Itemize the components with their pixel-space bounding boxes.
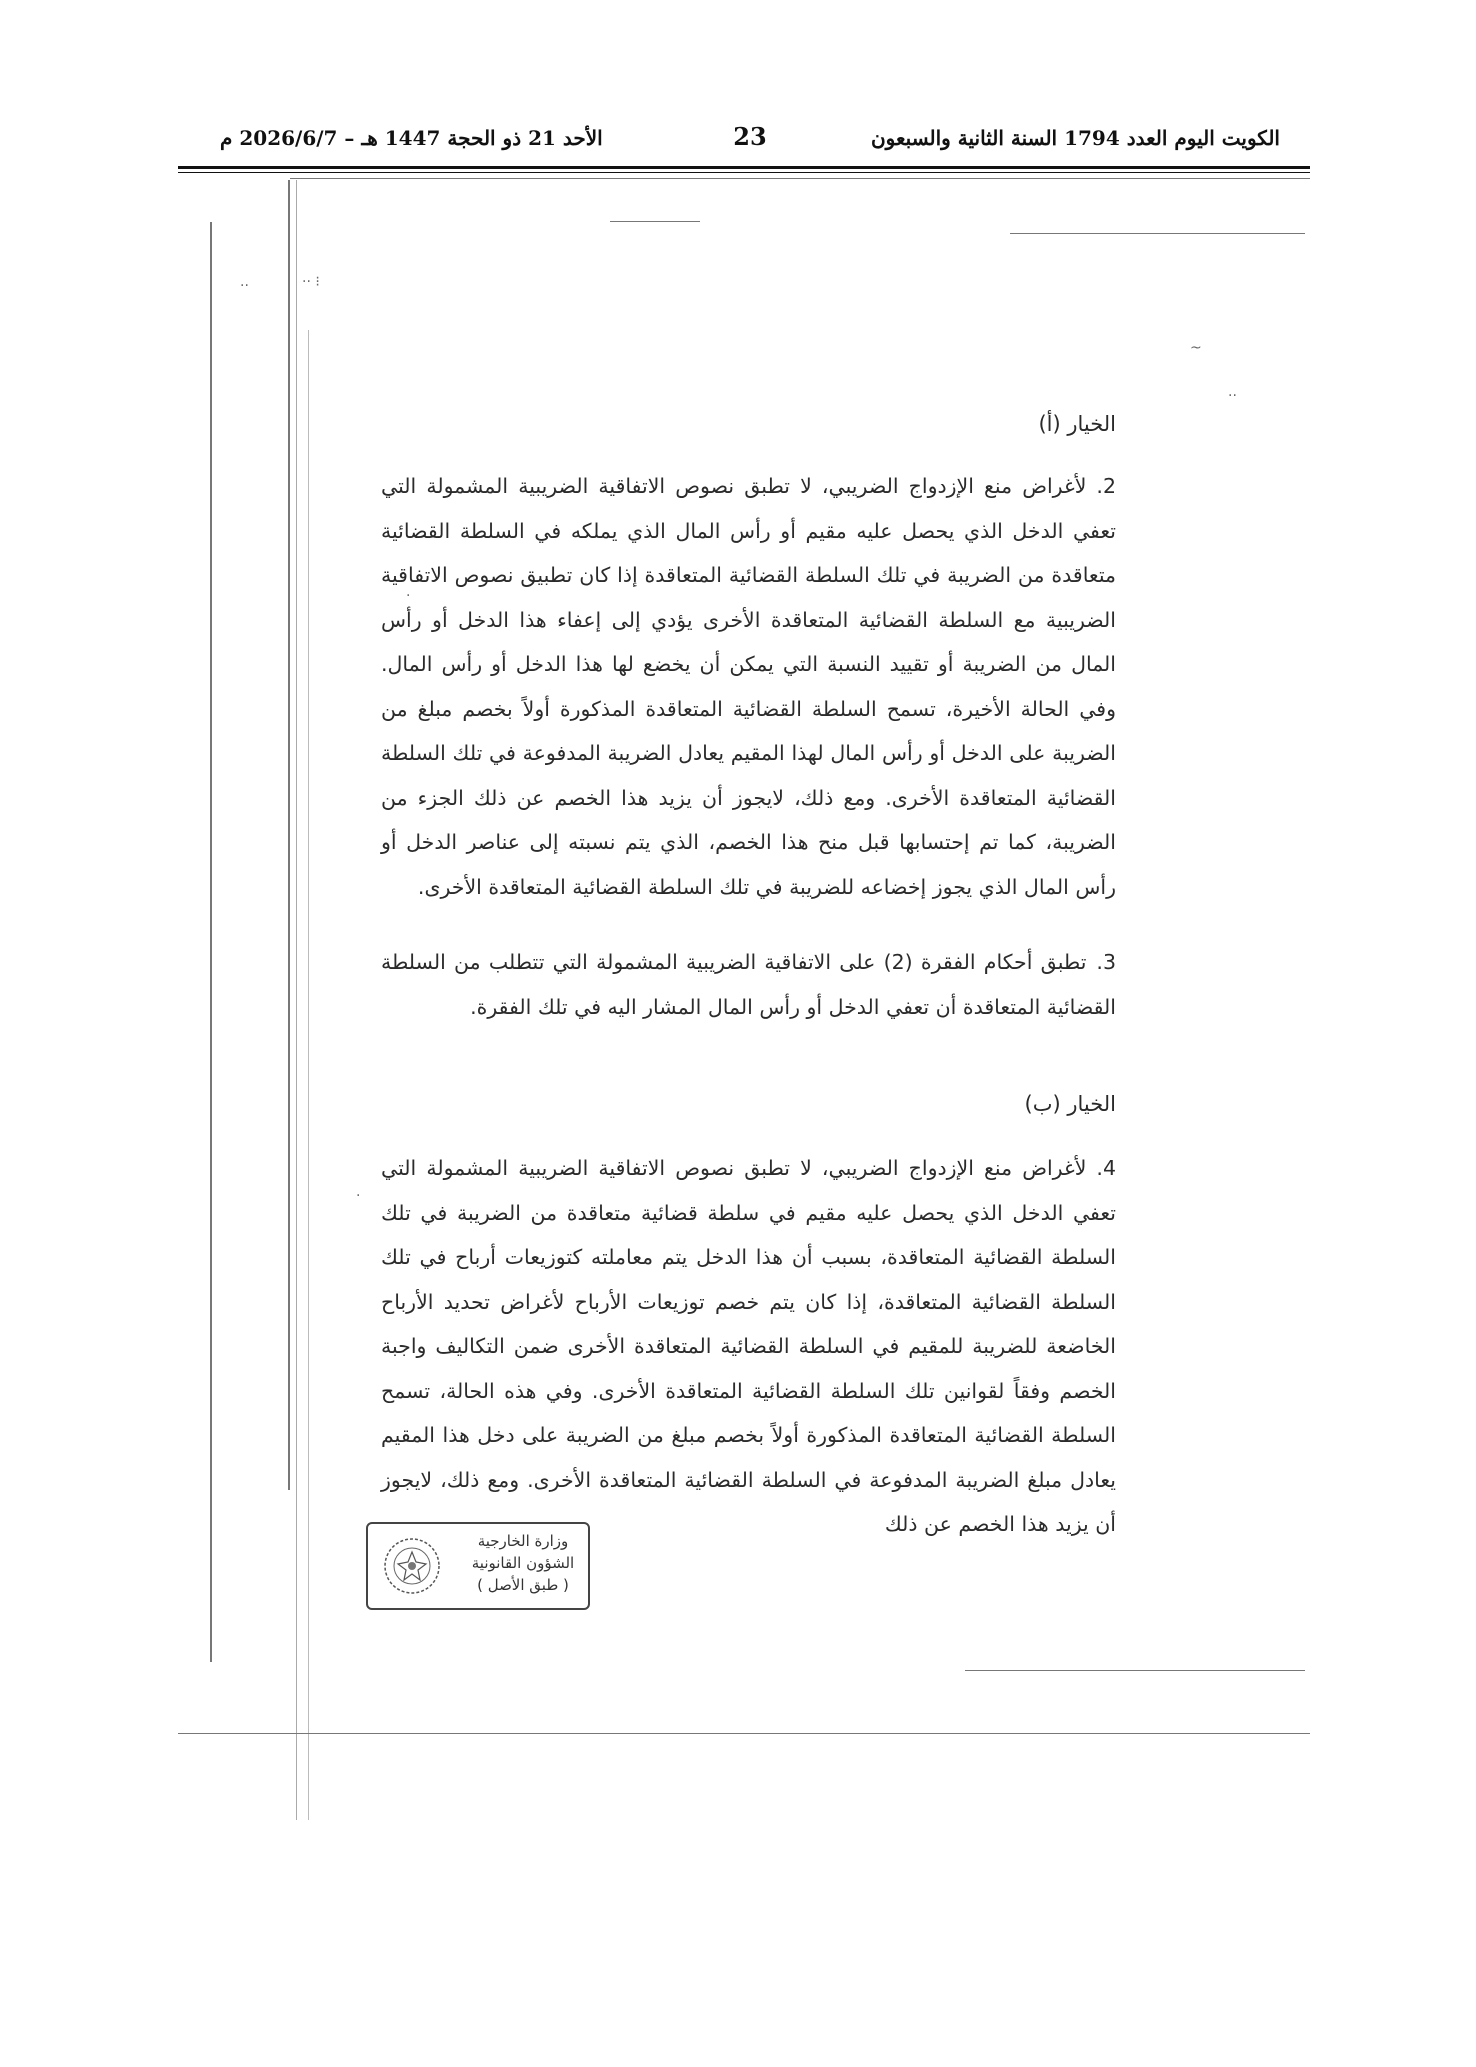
scan-bottom-right-line	[965, 1670, 1305, 1671]
scan-speck: ·	[406, 588, 411, 604]
clause-number: 2.	[1096, 474, 1116, 498]
scan-inner-margin-line-2	[296, 180, 297, 1820]
scan-speck: ·· ⁝	[302, 274, 320, 290]
scan-speck: ··	[1228, 388, 1237, 404]
page-number: 23	[733, 122, 767, 151]
clause-number: 3.	[1096, 950, 1116, 974]
option-b-heading: الخيار (ب)	[1024, 1092, 1116, 1116]
clause-text: تطبق أحكام الفقرة (2) على الاتفاقية الضريبية المشمولة التي تتطلب من السلطة القضائية المتعاقدة أن تعفي الدخل أو رأس المال المشار اليه في تلك الفقرة.	[381, 950, 1116, 1019]
stamp-line-true-copy: ( طبق الأصل )	[477, 1576, 569, 1594]
scan-top-short-line	[610, 221, 700, 222]
stamp-line-ministry: وزارة الخارجية	[477, 1532, 569, 1550]
emblem-seal-icon	[382, 1536, 442, 1596]
scan-speck: ·	[356, 1188, 361, 1204]
scan-speck: ~	[1190, 340, 1202, 356]
scan-bottom-line	[178, 1733, 1310, 1734]
clause-4	[381, 1146, 1116, 1547]
scan-top-right-line	[1010, 233, 1305, 234]
clause-text: لأغراض منع الإزدواج الضريبي، لا تطبق نصوص الاتفاقية الضريبية المشمولة التي تعفي الدخل الذي يحصل عليه مقيم أو رأس المال الذي يملكه في السلطة القضائية متعاقدة من الضريبة في تلك السلطة القضائية المتعاقدة إذا كان تطبيق نصوص الاتفاقية الضريبية مع السلطة القضائية المتعاقدة الأخرى يؤدي إلى إعفاء هذا الدخل أو رأس المال من الضريبة أو تقييد النسبة التي يمكن أن يخضع لها هذا الدخل أو رأس المال. وفي الحالة الأخيرة، تسمح السلطة القضائية المتعاقدة المذكورة أولاً بخصم مبلغ من الضريبة على الدخل أو رأس المال لهذا المقيم يعادل الضريبة المدفوعة في تلك السلطة القضائية المتعاقدة الأخرى. ومع ذلك، لايجوز أن يزيد هذا الخصم عن ذلك الجزء من الضريبة، كما تم إحتسابها قبل منح هذا الخصم، الذي يتم نسبته إلى عناصر الدخل أو رأس المال الذي يجوز إخضاعه للضريبة في تلك السلطة القضائية المتعاقدة الأخرى.	[381, 474, 1116, 899]
clause-text: لأغراض منع الإزدواج الضريبي، لا تطبق نصوص الاتفاقية الضريبية المشمولة التي تعفي الدخل الذي يحصل عليه مقيم في سلطة قضائية متعاقدة من الضريبة في تلك السلطة القضائية المتعاقدة، بسبب أن هذا الدخل يتم معاملته كتوزيعات أرباح في تلك السلطة القضائية المتعاقدة، إذا كان يتم خصم توزيعات الأرباح لأغراض تحديد الأرباح الخاضعة للضريبة للمقيم في السلطة القضائية المتعاقدة الأخرى ضمن التكاليف واجبة الخصم وفقاً لقوانين تلك السلطة القضائية المتعاقدة الأخرى. وفي هذه الحالة، تسمح السلطة القضائية المتعاقدة المذكورة أولاً بخصم مبلغ من الضريبة على دخل هذا المقيم يعادل مبلغ الضريبة المدفوعة في السلطة القضائية المتعاقدة الأخرى. ومع ذلك، لايجوز أن يزيد هذا الخصم عن ذلك	[381, 1156, 1116, 1536]
page-header	[220, 118, 1280, 158]
date-info: الأحد 21 ذو الحجة 1447 هـ – 2026/6/7 م	[220, 126, 603, 150]
clause-2	[381, 464, 1116, 909]
scan-left-margin-line	[210, 222, 212, 1662]
clause-number: 4.	[1096, 1156, 1116, 1180]
scan-inner-margin-line-3	[308, 330, 309, 1820]
clause-3	[381, 940, 1116, 1029]
issue-info: الكويت اليوم العدد 1794 السنة الثانية والسبعون	[870, 126, 1280, 150]
certification-stamp	[366, 1522, 590, 1610]
scan-top-line	[290, 178, 1310, 179]
stamp-line-department: الشؤون القانونية	[471, 1554, 575, 1572]
header-rule-thin	[178, 172, 1310, 173]
scan-inner-margin-line	[288, 180, 290, 1490]
option-a-heading: الخيار (أ)	[1038, 412, 1116, 436]
header-rule-thick	[178, 166, 1310, 169]
scan-speck: ··	[240, 278, 249, 294]
stamp-text	[468, 1530, 578, 1596]
